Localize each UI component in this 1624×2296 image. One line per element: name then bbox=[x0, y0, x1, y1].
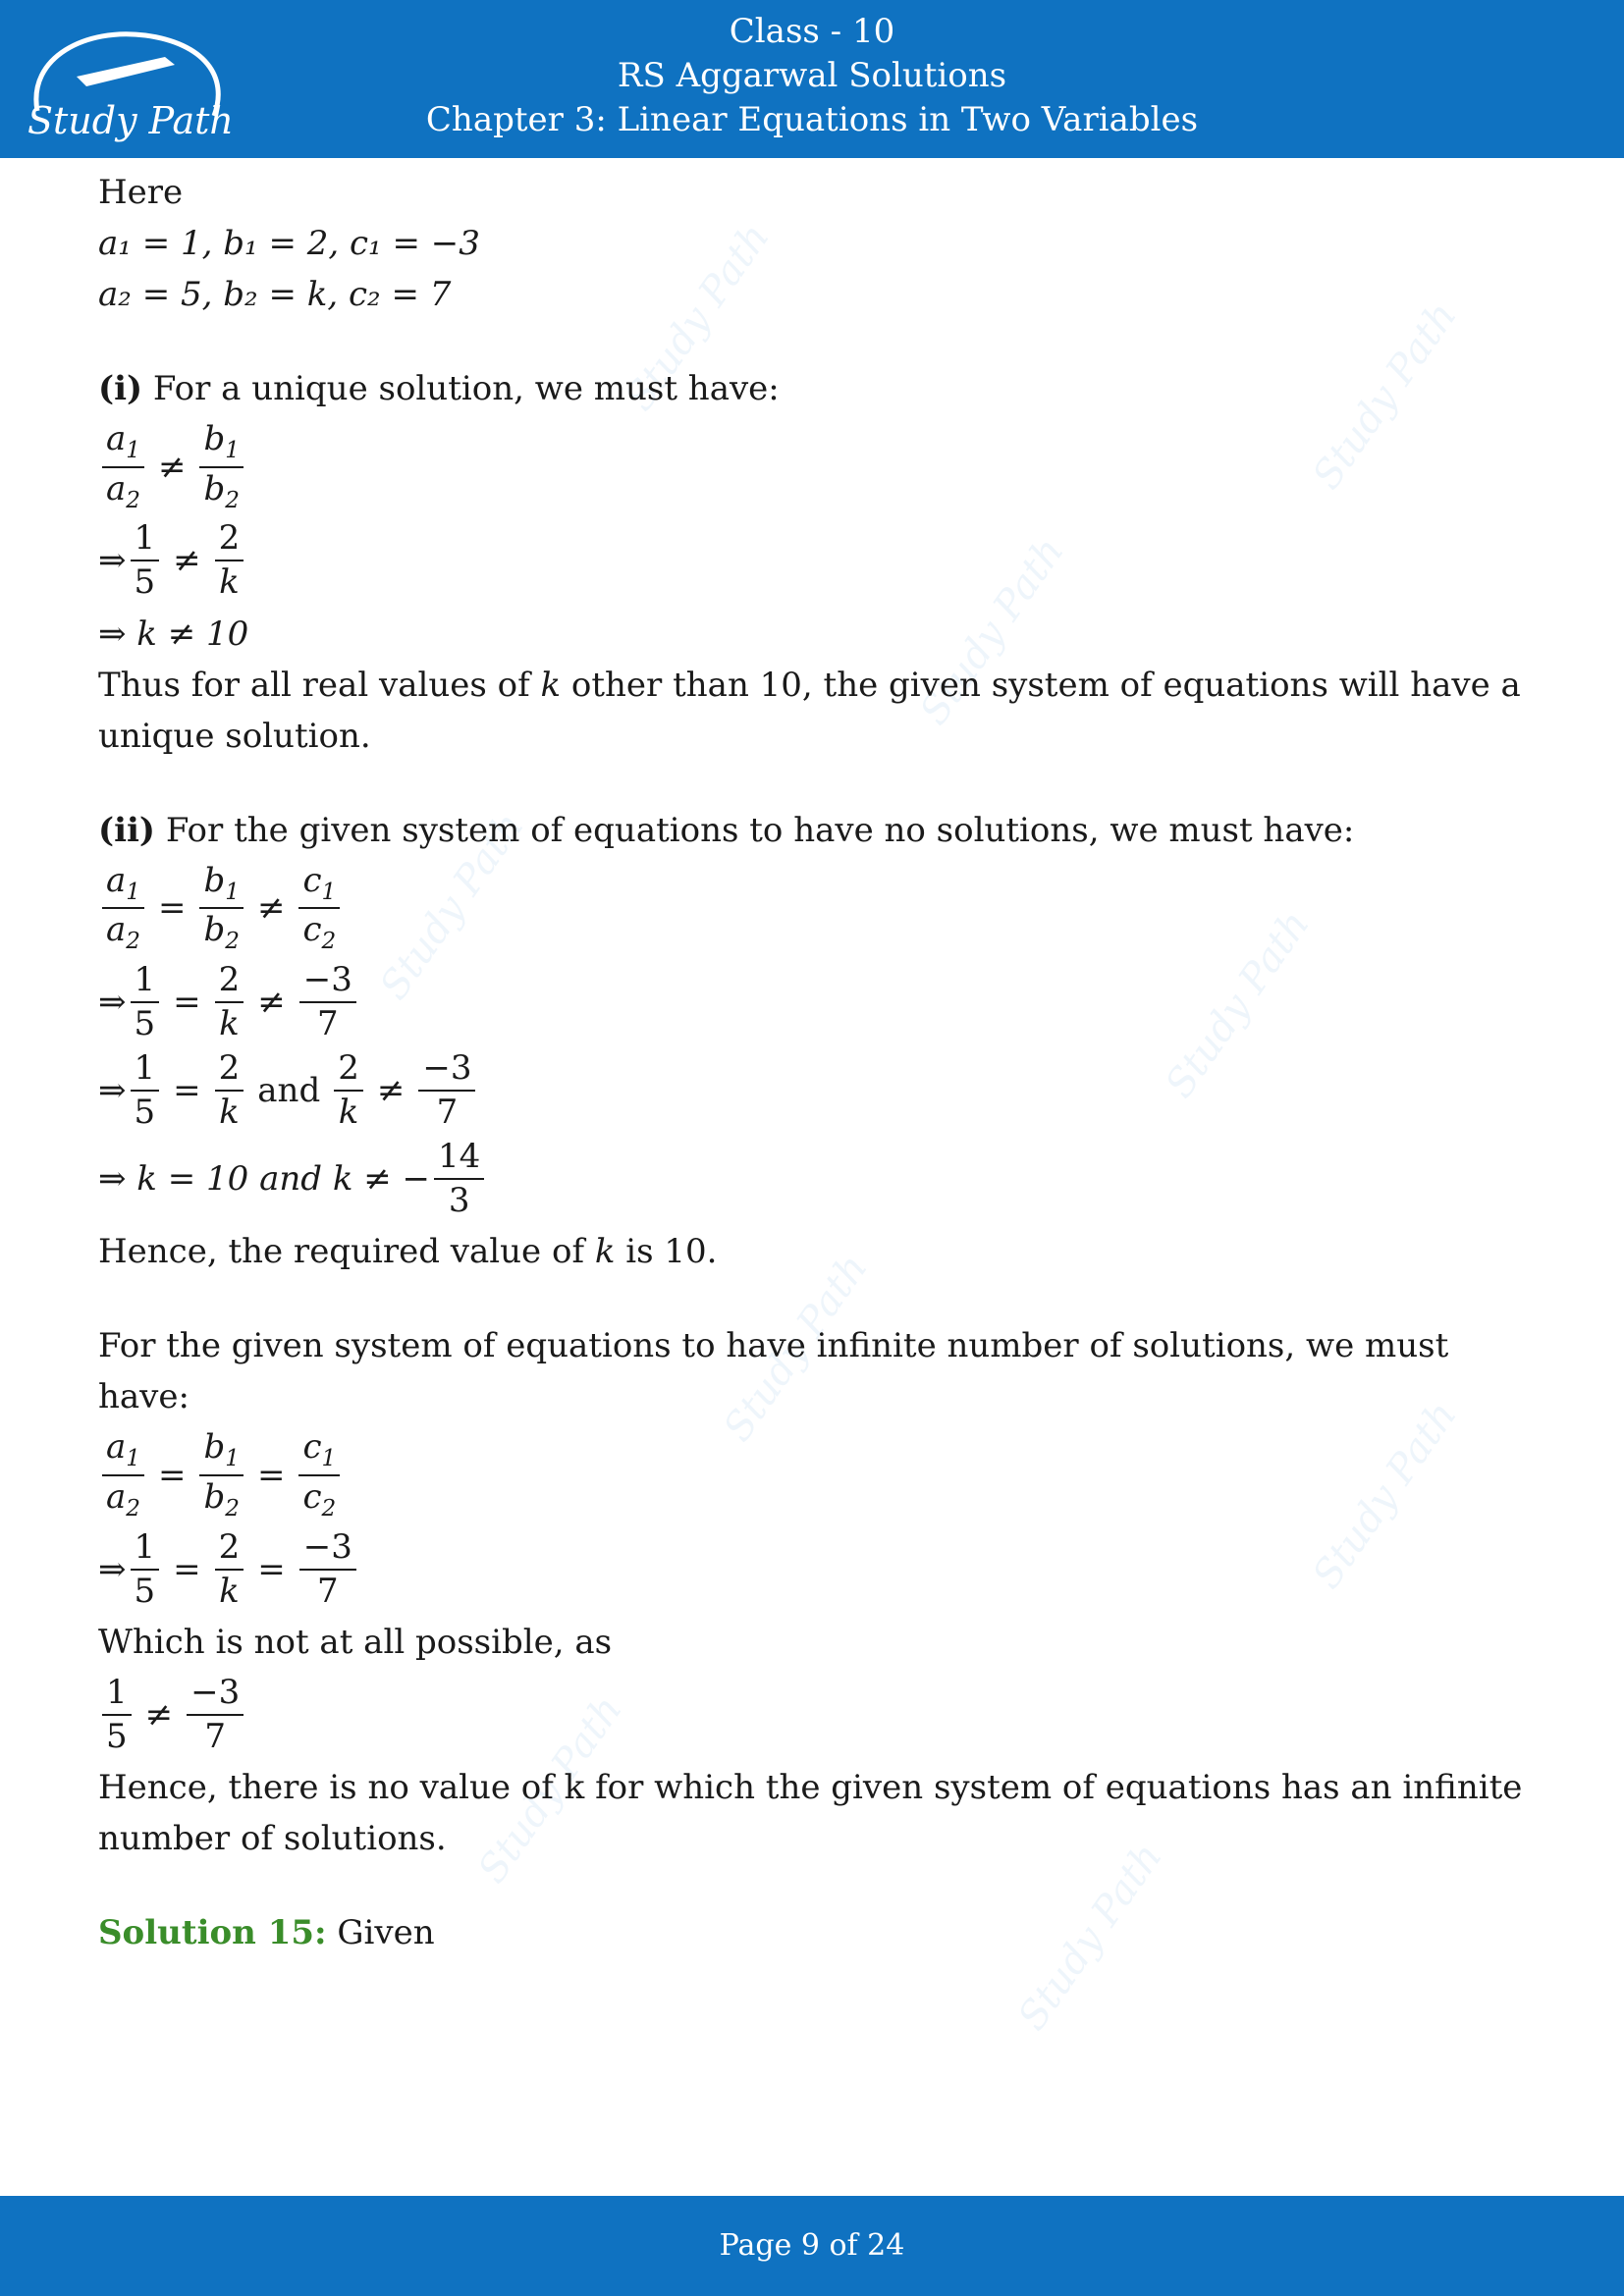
part-ii-label: (ii) bbox=[98, 810, 156, 850]
watermark: Study Path bbox=[371, 804, 533, 1008]
equation-no-solution-condition: $\frac{a_1}{a_2}$ = $\frac{b_1}{b_2}$ ≠ $\frac{c_1}{c_2}$ bbox=[98, 862, 1542, 955]
equation-infinite-substituted: ⇒ $\frac{1}{5}$ = $\frac{2}{k}$ = $\frac{-3}{7}$ bbox=[98, 1528, 1542, 1611]
solution-15-heading bbox=[98, 1907, 1542, 1958]
infinite-heading: For the given system of equations to have infinite number of solutions, we must have: bbox=[98, 1326, 1449, 1417]
page-number: Page 9 of 24 bbox=[719, 2228, 905, 2263]
coefficients-line-1: a₁ = 1, b₁ = 2, c₁ = −3 bbox=[98, 224, 480, 263]
watermark: Study Path bbox=[1009, 1835, 1171, 2039]
watermark: Study Path bbox=[469, 1687, 631, 1892]
here-text: Here bbox=[98, 173, 184, 212]
equation-unique-substituted: ⇒ $\frac{1}{5}$ ≠ $\frac{2}{k}$ bbox=[98, 519, 1542, 602]
part-ii-heading bbox=[98, 805, 1542, 856]
watermark: Study Path bbox=[911, 529, 1073, 733]
no-value-conclusion: Hence, there is no value of k for which the given system of equations has an infinite number of solutions. bbox=[98, 1768, 1523, 1859]
watermark: Study Path bbox=[1157, 902, 1319, 1106]
equation-no-solution-substituted: ⇒ $\frac{1}{5}$ = $\frac{2}{k}$ ≠ $\frac{-3}{7}$ bbox=[98, 961, 1542, 1043]
equation-unique-condition: $\frac{a_1}{a_2}$ ≠ $\frac{b_1}{b_2}$ bbox=[98, 420, 1542, 513]
watermark: Study Path bbox=[1304, 294, 1466, 498]
page-header bbox=[0, 0, 1624, 158]
part-i-text: For a unique solution, we must have: bbox=[152, 369, 780, 408]
equation-not-equal: $\frac{1}{5}$ ≠ $\frac{-3}{7}$ bbox=[98, 1674, 1542, 1756]
equation-no-solution-split: ⇒ $\frac{1}{5}$ = $\frac{2}{k}$ and $\frac{2}{k}$ ≠ $\frac{-3}{7}$ bbox=[98, 1049, 1542, 1132]
page-footer bbox=[0, 2196, 1624, 2296]
book-title: RS Aggarwal Solutions bbox=[617, 56, 1007, 95]
coefficients-line-2: a₂ = 5, b₂ = k, c₂ = 7 bbox=[98, 275, 452, 314]
k-not-10: ⇒ k ≠ 10 bbox=[98, 614, 249, 654]
class-label: Class - 10 bbox=[729, 12, 895, 51]
part-i-label: (i) bbox=[98, 369, 143, 408]
logo-text: Study Path bbox=[27, 99, 234, 142]
watermark: Study Path bbox=[715, 1246, 877, 1450]
part-ii-text: For the given system of equations to have no solutions, we must have: bbox=[165, 810, 1355, 850]
solution-text: Given bbox=[326, 1913, 435, 1953]
not-possible-text: Which is not at all possible, as bbox=[98, 1622, 613, 1662]
solution-label: Solution 15: bbox=[98, 1913, 327, 1953]
part-i-heading bbox=[98, 363, 1542, 414]
watermark: Study Path bbox=[617, 215, 779, 419]
solution-content bbox=[98, 167, 1542, 1958]
equation-k-result: ⇒ k = 10 and k ≠ − $\frac{14}{3}$ bbox=[98, 1138, 1542, 1220]
study-path-logo bbox=[18, 18, 234, 145]
hence-k-value: Hence, the required value of k is 10. bbox=[98, 1232, 718, 1272]
equation-infinite-condition: $\frac{a_1}{a_2}$ = $\frac{b_1}{b_2}$ = $\frac{c_1}{c_2}$ bbox=[98, 1428, 1542, 1522]
watermark: Study Path bbox=[1304, 1393, 1466, 1597]
unique-conclusion: Thus for all real values of k other than 10, the given system of equations will have a unique solution. bbox=[98, 665, 1521, 756]
chapter-title: Chapter 3: Linear Equations in Two Variables bbox=[425, 100, 1199, 139]
